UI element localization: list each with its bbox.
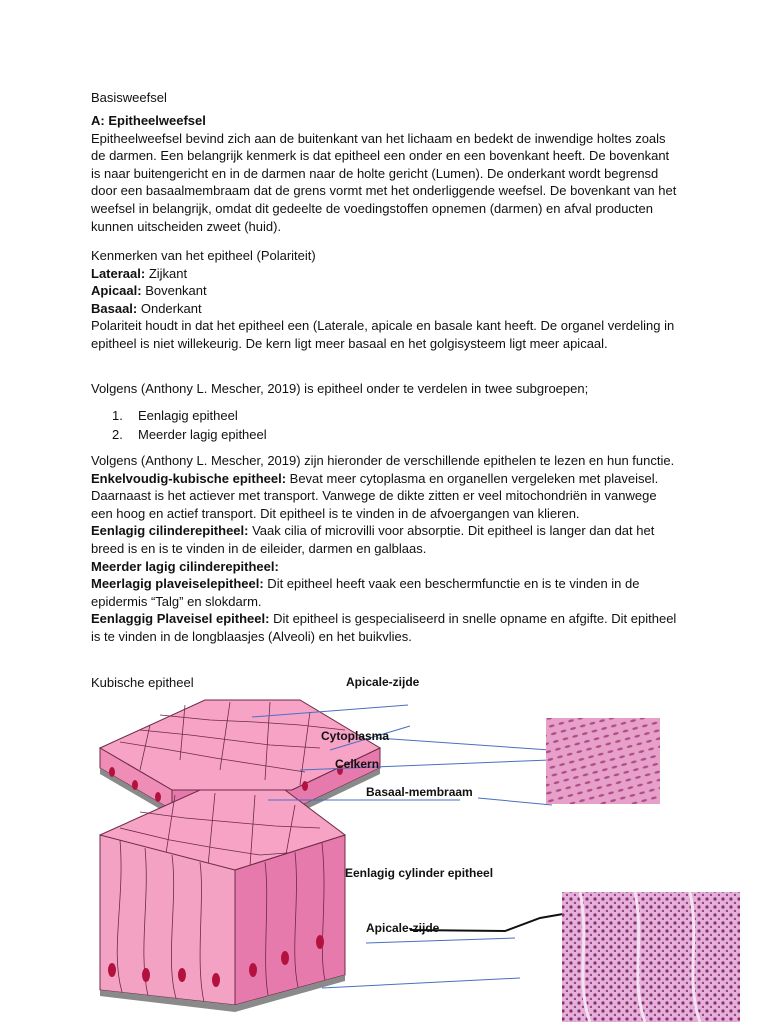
- label-apicale-zijde: Apicale-zijde: [346, 675, 420, 689]
- histology-image-cuboidal: [546, 718, 660, 804]
- figure-caption: Kubische epitheel: [91, 675, 194, 690]
- label-basaal-membraam: Basaal-membraam: [366, 785, 473, 799]
- histology-image-columnar: [562, 892, 740, 1022]
- type-item: Enkelvoudig-kubische epitheel: Bevat meer cytoplasma en organellen vergeleken met plaveisel. Daarnaast is het actiever met transport. Vanwege de dikte zitten er veel mitochondriën in vanwege een hoog en actief transport. Dit epitheel is te vinden in de afvoergangen van klieren.: [91, 470, 659, 521]
- columnar-block: [100, 790, 345, 1012]
- list-item: 1. Eenlagig epitheel: [112, 408, 238, 423]
- document-title: Basisweefsel: [91, 90, 167, 105]
- kenmerk-item: Apicaal: Bovenkant: [91, 283, 207, 299]
- kenmerken-intro: Kenmerken van het epitheel (Polariteit): [91, 248, 316, 263]
- section-paragraph: Epitheelweefsel bevind zich aan de buitenkant van het lichaam en bedekt de inwendige holtes zoals de darmen. Een belangrijk kenmerk is dat epitheel een onder en een bovenkant heeft. De bovenkant is naar buitengericht en in de darmen naar de holte gericht (Lumen). De onderkant wordt begrensd door een basaalmembraam dat de grens vormt met het onderliggende weefsel. De bovenkant van het weefsel in belangrijk, omdat dit gedeelte de voedingstoffen opnemen (darmen) en afval producten kunnen uitscheiden zweet (huid).: [91, 130, 677, 234]
- types-intro: Volgens (Anthony L. Mescher, 2019) zijn hieronder de verschillende epithelen te lezen en hun functie.: [91, 453, 675, 468]
- type-item: Meerder lagig cilinderepitheel:: [91, 558, 279, 574]
- list-item: 2. Meerder lagig epitheel: [112, 427, 267, 442]
- label-apicale-zijde-2: Apicale-zijde: [366, 921, 440, 935]
- label-cytoplasma: Cytoplasma: [321, 729, 390, 743]
- label-cylinder-epitheel: Eenlagig cylinder epitheel: [345, 866, 494, 880]
- polariteit-paragraph: Polariteit houdt in dat het epitheel een (Laterale, apicale en basale kant heeft. De organel verdeling in epitheel is niet willekeurig. De kern ligt meer basaal en het golgisysteem ligt meer apicaal.: [91, 318, 675, 351]
- section-heading: A: Epitheelweefsel: [91, 113, 206, 128]
- label-celkern: Celkern: [335, 757, 380, 771]
- type-item: Meerlagig plaveiselepitheel: Dit epitheel heeft vaak een beschermfunctie en is te vinden in de epidermis “Talg” en slokdarm.: [91, 576, 640, 609]
- type-item: Eenlagig cilinderepitheel: Vaak cilia of microvilli voor absorptie. Dit epitheel is langer dan dat het breed is en is te vinden in de eileider, darmen en galblaas.: [91, 523, 655, 556]
- kenmerk-item: Lateraal: Zijkant: [91, 265, 188, 281]
- type-item: Eenlaggig Plaveisel epitheel: Dit epitheel is gespecialiseerd in snelle opname en afgifte. Dit epitheel is te vinden in de longblaasjes (Alveoli) en het buikvlies.: [91, 611, 677, 644]
- subgroepen-intro: Volgens (Anthony L. Mescher, 2019) is epitheel onder te verdelen in twee subgroepen;: [91, 381, 589, 396]
- kenmerk-item: Basaal: Onderkant: [91, 300, 202, 316]
